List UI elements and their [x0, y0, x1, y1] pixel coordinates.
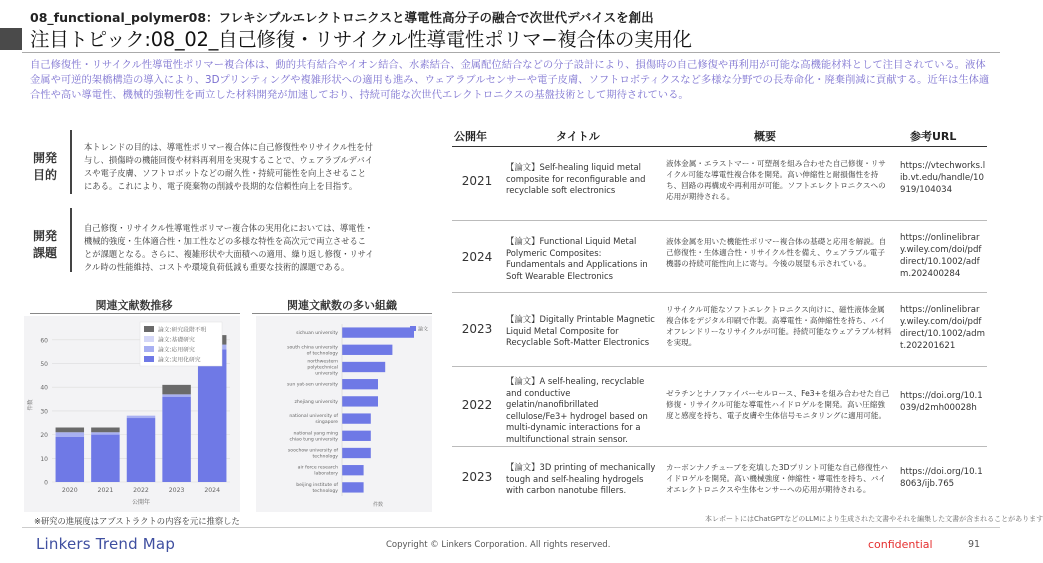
org-label: zhejiang university — [294, 399, 338, 405]
bar-segment — [56, 432, 84, 437]
trend-chart-panel — [24, 316, 240, 512]
x-tick-label: 2021 — [97, 487, 114, 494]
bar — [342, 465, 364, 475]
y-tick-label: 60 — [40, 337, 48, 345]
legend-label: 論文:実用化研究 — [158, 357, 201, 364]
intro-paragraph: 自己修復性・リサイクル性導電性ポリマー複合体は、動的共有結合やイオン結合、水素結合、金属配位結合などの分子設計により、損傷時の自己修復や再利用が可能な高機能材料として注目されている。液体金属や可逆的架橋構造の導入により、3Dプリンティングや複雑形状への適用も進み、ウェアラブルセンサーや電子皮膚、ソフトロボティクスなど多様な分野での長寿命化・廃棄削減に貢献する。近年は生体適合性や高い導電性、機械的強靭性を両立した材料開発が加速しており、持続可能な次世代エレクトロニクスの基盤技術として期待されている。 — [30, 59, 990, 101]
bar-segment — [56, 437, 84, 482]
bar — [342, 396, 378, 406]
org-label: air force research laboratory — [297, 465, 338, 477]
footer-divider — [22, 527, 1000, 528]
page-subtitle: 08_functional_polymer08：フレキシブルエレクトロニクスと導電性高分子の融合で次世代デバイスを創出 — [30, 10, 654, 25]
org-chart-title-rule — [252, 313, 432, 314]
purpose-label — [30, 150, 60, 184]
row-year: 2024 — [461, 250, 493, 264]
bar-segment — [127, 416, 155, 418]
table-row — [452, 222, 987, 292]
bar-segment — [162, 385, 190, 394]
bar-segment — [91, 432, 119, 434]
org-label: national university of singapore — [289, 414, 338, 426]
org-label: south china university of technology — [287, 345, 338, 357]
bar — [342, 448, 371, 458]
challenge-label-line1: 開発 — [32, 229, 57, 243]
legend-label: 論文 — [418, 326, 429, 333]
row-url-link[interactable]: https://onlinelibrary.wiley.com/doi/pdfdirect/10.1002/admt.202201621 — [900, 305, 985, 351]
bar-segment — [56, 428, 84, 433]
bar — [342, 327, 414, 337]
legend-label: 論文:基礎研究 — [158, 337, 195, 344]
challenge-divider — [70, 208, 72, 272]
org-label: sun yat-sen university — [287, 382, 338, 388]
row-divider — [452, 366, 987, 367]
chart-footnote: ※研究の進展度はアブストラクトの内容を元に推察した — [34, 516, 240, 526]
bar-segment — [127, 418, 155, 482]
y-tick-label: 40 — [40, 384, 48, 392]
y-tick-label: 10 — [40, 455, 48, 463]
x-axis-label: 件数 — [372, 502, 384, 508]
llm-disclaimer: 本レポートにはChatGPTなどのLLMにより生成された文書やそれを編集した文書が含まれることがあります — [705, 515, 1043, 523]
row-title: 【論文】A self-healing, recyclable and conductive gelatin/nanofibrillated cellulose/Fe3+ hydrogel based on multi-dynamic interactions for a multifunctional strain sensor. — [506, 376, 648, 444]
legend-label: 論文:研究段階不明 — [158, 327, 207, 334]
table-row — [452, 368, 987, 446]
copyright-text: Copyright © Linkers Corporation. All rights reserved. — [386, 540, 611, 550]
legend-swatch — [144, 326, 154, 332]
bar — [342, 431, 371, 441]
row-url-link[interactable]: https://doi.org/10.18063/ijb.765 — [900, 467, 983, 489]
y-axis-label: 件数 — [28, 399, 34, 411]
header-url: 参考URL — [910, 130, 957, 143]
row-summary: リサイクル可能なソフトエレクトロニクス向けに、磁性液体金属複合体をデジタル印刷で作製。高導電性・高伸縮性を持ち、バイオフレンドリーなリサイクルが可能。持続可能なウェアラブル材料を実現。 — [666, 305, 892, 347]
org-chart-panel — [256, 316, 432, 512]
row-title: 【論文】Digitally Printable Magnetic Liquid Metal Composite for Recyclable Soft-Matter Electronics — [506, 314, 655, 347]
table-row — [452, 148, 987, 220]
table-header — [452, 126, 987, 146]
row-summary: 液体金属を用いた機能性ポリマー複合体の基礎と応用を解説。自己修復性・生体適合性・リサイクル性を備え、ウェアラブル電子機器の持続可能性向上に寄与。今後の展望も示されている。 — [666, 237, 887, 268]
brand-logo: Linkers Trend Map — [36, 535, 176, 553]
trend-chart-title-rule — [30, 313, 240, 314]
row-title: 【論文】3D printing of mechanically tough and self-healing hydrogels with carbon nanotube fillers. — [506, 462, 656, 495]
y-tick-label: 30 — [40, 408, 48, 416]
x-tick-label: 2023 — [168, 487, 185, 494]
bar — [342, 379, 378, 389]
bar — [342, 362, 385, 372]
table-row — [452, 448, 987, 512]
org-label: soochow university of technology — [287, 448, 338, 460]
x-tick-label: 2022 — [133, 487, 149, 494]
org-label: beijing institute of technology — [296, 482, 338, 494]
purpose-label-line2: 目的 — [32, 168, 57, 182]
bar-segment — [91, 435, 119, 482]
row-year: 2023 — [461, 322, 493, 336]
bar-segment — [162, 394, 190, 396]
x-tick-label: 2024 — [204, 487, 221, 494]
y-tick-label: 50 — [40, 361, 48, 369]
row-divider — [452, 220, 987, 221]
page-title: 注目トピック:08_02_自己修復・リサイクル性導電性ポリマ−複合体の実用化 — [30, 28, 692, 51]
y-tick-label: 0 — [44, 479, 48, 487]
row-summary: 液体金属・エラストマー・可塑剤を組み合わせた自己修復・リサイクル可能な導電性複合体を開発。高い伸縮性と耐損傷性を持ち、回路の再構成や再利用が可能。ソフトエレクトロニクスへの応用が期待される。 — [666, 159, 886, 201]
bar-segment — [91, 428, 119, 433]
row-url-link[interactable]: https://doi.org/10.1039/d2mh00028h — [900, 391, 983, 413]
row-title: 【論文】Functional Liquid Metal Polymeric Composites: Fundamentals and Applications in Soft Wearable Electronics — [506, 236, 648, 281]
legend-label: 論文:応用研究 — [158, 347, 195, 354]
org-chart — [256, 316, 432, 512]
purpose-label-line1: 開発 — [32, 151, 57, 165]
row-year: 2022 — [461, 398, 493, 412]
challenge-label — [30, 228, 60, 262]
row-url-link[interactable]: https://vtechworks.lib.vt.edu/handle/10919/104034 — [900, 161, 986, 195]
row-divider — [452, 446, 987, 447]
row-summary: ゼラチンとナノファイバーセルロース、Fe3+を組み合わせた自己修復・リサイクル可能な導電性ハイドロゲルを開発。高い圧縮強度と感度を持ち、電子皮膚や生体信号モニタリングに適用可能。 — [666, 389, 890, 420]
x-axis-label: 公開年 — [131, 499, 151, 506]
challenge-text: 自己修復・リサイクル性導電性ポリマー複合体の実用化においては、導電性・機械的強度・生体適合性・加工性などの多様な特性を高次元で両立させることが課題となる。さらに、複雑形状や大面積への適用、繰り返し修復・リサイクル時の性能維持、コストや環境負荷低減も重要な技術的課題である。 — [84, 223, 374, 272]
bar — [342, 413, 371, 423]
row-divider — [452, 292, 987, 293]
bar-segment — [198, 349, 226, 482]
row-url-link[interactable]: https://onlinelibrary.wiley.com/doi/pdfdirect/10.1002/adfm.202400284 — [900, 233, 982, 279]
page-number: 91 — [968, 539, 981, 550]
bar-segment — [162, 397, 190, 482]
org-label: northwestern polytechnical university — [307, 359, 338, 377]
legend-swatch — [144, 356, 154, 362]
purpose-text: 本トレンドの目的は、導電性ポリマー複合体に自己修復性やリサイクル性を付与し、損傷時の機能回復や材料再利用を実現することで、ウェアラブルデバイスや電子皮膚、ソフトロボットなどの耐久性・持続可能性を向上させることにある。これにより、電子廃棄物の削減や長期的な信頼性向上を目指す。 — [84, 142, 374, 191]
bar — [342, 345, 392, 355]
title-accent-bar — [0, 28, 22, 50]
row-title: 【論文】Self-healing liquid metal composite for reconfigurable and recyclable soft electronics — [506, 162, 646, 195]
legend-swatch — [144, 346, 154, 352]
header-title: タイトル — [556, 130, 600, 143]
org-chart-title: 関連文献数の多い組織 — [287, 299, 397, 312]
header-year: 公開年 — [454, 130, 487, 143]
legend-swatch — [144, 336, 154, 342]
legend-swatch — [410, 326, 416, 331]
org-label: sichuan university — [296, 331, 338, 337]
confidential-label: confidential — [868, 538, 933, 551]
org-label: national yang ming chiao tung university — [289, 431, 338, 443]
trend-chart — [24, 316, 240, 512]
purpose-divider — [70, 130, 72, 194]
row-year: 2023 — [461, 470, 493, 484]
challenge-label-line2: 課題 — [32, 246, 57, 260]
table-header-rule — [452, 146, 987, 147]
trend-chart-title: 関連文献数推移 — [95, 299, 173, 312]
row-year: 2021 — [461, 174, 493, 188]
table-row — [452, 294, 987, 366]
header-summary: 概要 — [754, 130, 776, 143]
x-tick-label: 2020 — [61, 487, 78, 494]
title-divider — [22, 52, 1000, 53]
y-tick-label: 20 — [40, 432, 48, 440]
row-summary: カーボンナノチューブを充填した3Dプリント可能な自己修復性ハイドロゲルを開発。高い機械強度・伸縮性・導電性を持ち、バイオエレクトロニクスや生体センサーへの応用が期待される。 — [666, 463, 888, 494]
bar — [342, 482, 364, 492]
